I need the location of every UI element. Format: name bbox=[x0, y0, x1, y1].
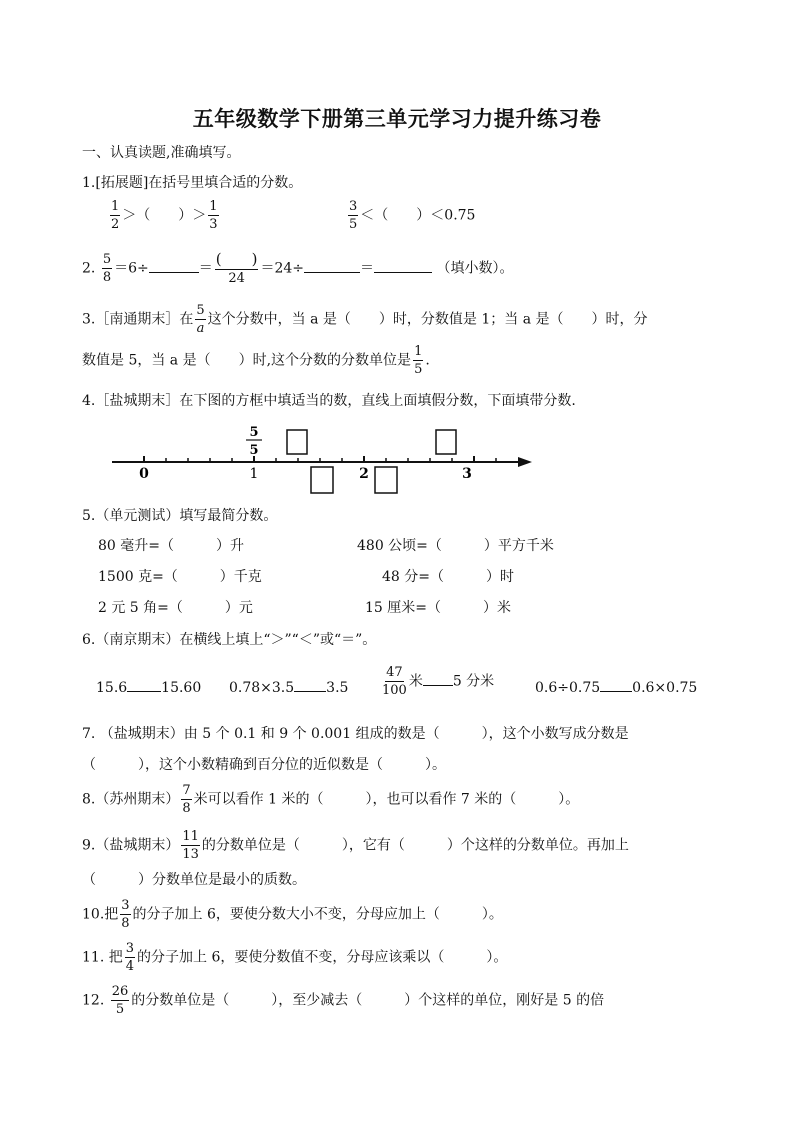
answer-blank[interactable] bbox=[374, 258, 432, 273]
label-3: 3 bbox=[462, 466, 472, 482]
q5-item: 80 毫升=（ ）升 bbox=[98, 538, 244, 554]
question-1-part-a: $\frac{1}{2}$ ＞（ ）＞ $\frac{1}{3}$ bbox=[111, 199, 218, 232]
fraction: $\frac{5}{a}$ bbox=[196, 303, 205, 336]
question-11: 11. 把 $\frac{3}{4}$ 的分子加上 6，要使分数值不变，分母应该乘以（ ）。 bbox=[82, 941, 508, 974]
question-5: 5.（单元测试）填写最简分数。 bbox=[82, 508, 278, 524]
fraction: $\frac{26}{5}$ bbox=[111, 984, 129, 1017]
arrow-head bbox=[518, 457, 532, 467]
q5-item: 15 厘米=（ ）米 bbox=[365, 600, 511, 616]
answer-blank[interactable] bbox=[600, 677, 632, 692]
answer-blank[interactable] bbox=[149, 258, 199, 273]
section-heading: 一、认真读题,准确填写。 bbox=[82, 145, 241, 161]
fraction: $\frac{1}{5}$ bbox=[414, 344, 423, 377]
label-2: 2 bbox=[359, 466, 369, 482]
question-2: 2. $\frac{5}{8}$ ＝6÷ ＝ $\frac{( )}{24}$ ＝24÷ ＝ （填小数）。 bbox=[82, 250, 514, 286]
question-8: 8.（苏州期末） $\frac{7}{8}$ 米可以看作 1 米的（ ），也可以看作 7 米的（ ）。 bbox=[82, 783, 580, 816]
fraction: $\frac{( )}{24}$ bbox=[215, 250, 258, 286]
q6-compare-d: 0.6÷0.75 0.6×0.75 bbox=[535, 677, 697, 698]
fraction: $\frac{5}{8}$ bbox=[102, 252, 112, 285]
q5-item: 480 公顷=（ ）平方千米 bbox=[357, 538, 554, 554]
fraction: $\frac{7}{8}$ bbox=[182, 783, 191, 816]
answer-box-top-2[interactable] bbox=[436, 430, 456, 454]
question-7-line-2: （ ），这个小数精确到百分位的近似数是（ ）。 bbox=[82, 757, 446, 773]
question-3-line-2: 数值是 5，当 a 是（ ）时,这个分数的分数单位是 $\frac{1}{5}$ . bbox=[82, 344, 430, 377]
fraction-numerator: 5 bbox=[249, 425, 259, 440]
number-line-figure bbox=[100, 420, 540, 500]
question-1: 1.[拓展题]在括号里填合适的分数。 bbox=[82, 175, 303, 191]
fraction-denominator: 5 bbox=[249, 443, 259, 458]
fraction: $\frac{3}{8}$ bbox=[121, 898, 130, 931]
answer-box-bottom-1[interactable] bbox=[311, 467, 333, 493]
answer-box-bottom-2[interactable] bbox=[375, 467, 397, 493]
question-9-line-2: （ ）分数单位是最小的质数。 bbox=[82, 872, 306, 888]
question-9-line-1: 9.（盐城期末） $\frac{11}{13}$ 的分数单位是（ ），它有（ ）个这样的分数单位。再加上 bbox=[82, 829, 629, 862]
fraction: $\frac{47}{100}$ bbox=[382, 665, 407, 698]
answer-blank[interactable] bbox=[127, 677, 161, 692]
page-title: 五年级数学下册第三单元学习力提升练习卷 bbox=[192, 106, 602, 131]
label-0: 0 bbox=[139, 466, 149, 482]
q6-compare-b: 0.78×3.5 3.5 bbox=[229, 677, 348, 698]
fraction: $\frac{11}{13}$ bbox=[182, 829, 199, 862]
question-1-part-b: $\frac{3}{5}$ ＜（ ）＜0.75 bbox=[349, 199, 476, 232]
answer-blank[interactable] bbox=[294, 677, 326, 692]
question-6: 6.（南京期末）在横线上填上“＞”“＜”或“＝”。 bbox=[82, 632, 377, 648]
q5-item: 1500 克=（ ）千克 bbox=[98, 569, 262, 585]
fraction: $\frac{1}{3}$ bbox=[209, 199, 218, 232]
fraction: $\frac{3}{4}$ bbox=[125, 941, 134, 974]
question-10: 10.把 $\frac{3}{8}$ 的分子加上 6，要使分数大小不变，分母应加上（ ）。 bbox=[82, 898, 503, 931]
q5-item: 2 元 5 角=（ ）元 bbox=[98, 600, 253, 616]
label-1: 1 bbox=[249, 466, 259, 482]
fraction: $\frac{3}{5}$ bbox=[349, 199, 358, 232]
answer-blank[interactable] bbox=[304, 258, 360, 273]
q6-compare-c: $\frac{47}{100}$ 米 5 分米 bbox=[382, 665, 495, 698]
question-7-line-1: 7. （盐城期末）由 5 个 0.1 和 9 个 0.001 组成的数是（ ），这个小数写成分数是 bbox=[82, 726, 629, 742]
answer-box-top-1[interactable] bbox=[287, 430, 307, 454]
q5-item: 48 分=（ ）时 bbox=[382, 569, 514, 585]
answer-blank[interactable] bbox=[423, 671, 453, 686]
fraction: $\frac{1}{2}$ bbox=[111, 199, 120, 232]
question-4: 4.［盐城期末］在下图的方框中填适当的数，直线上面填假分数，下面填带分数. bbox=[82, 393, 576, 409]
question-12: 12. $\frac{26}{5}$ 的分数单位是（ ），至少减去（ ）个这样的单位，刚好是 5 的倍 bbox=[82, 984, 605, 1017]
q6-compare-a: 15.6 15.60 bbox=[96, 677, 201, 698]
question-3-line-1: 3.［南通期末］在 $\frac{5}{a}$ 这个分数中，当 a 是（ ）时，分数值是 1；当 a 是（ ）时，分 bbox=[82, 303, 648, 336]
